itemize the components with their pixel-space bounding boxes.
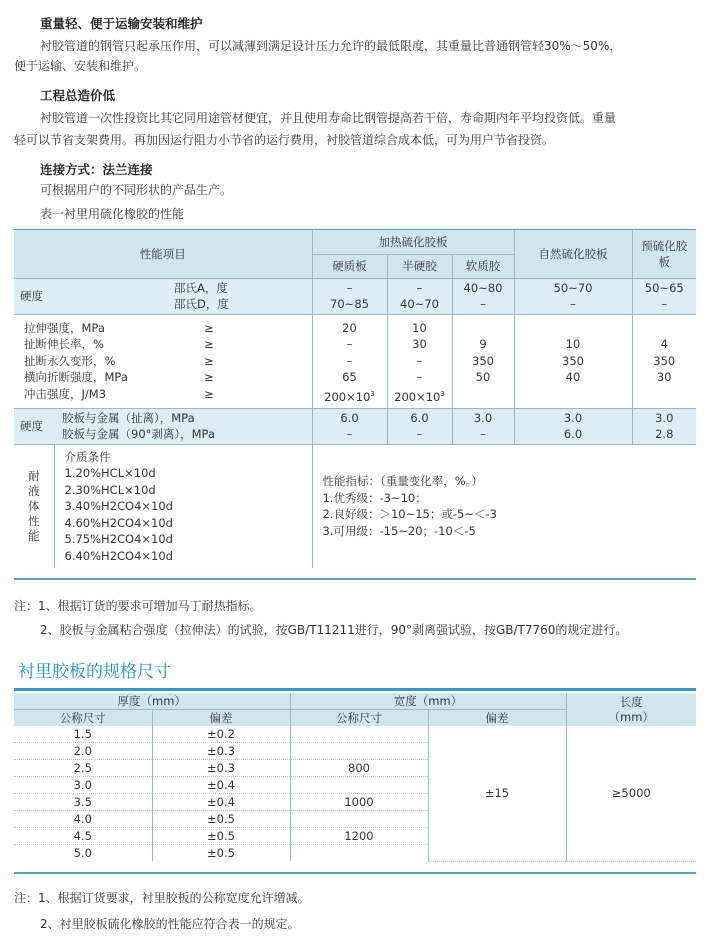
cell-value: 6.0 xyxy=(410,410,429,425)
media-item xyxy=(65,515,308,532)
width-value xyxy=(290,777,428,794)
cell-value: 10 xyxy=(412,320,427,335)
width-deviation: ±15 xyxy=(428,726,566,861)
media-item xyxy=(65,482,308,499)
thickness-deviation: ±0.5 xyxy=(152,828,290,845)
cell-value: – xyxy=(480,297,486,311)
cell-value: 350 xyxy=(562,353,584,368)
thickness-value: 2.0 xyxy=(14,743,152,760)
cell-value: 4 xyxy=(660,337,668,352)
cell-value: – xyxy=(416,370,423,385)
indicator-good: 2.良好级：＞10~15；或-5~＜-3 xyxy=(322,507,497,522)
cell-value: 3.0 xyxy=(655,410,674,425)
ge-symbol: ≥ xyxy=(204,386,214,401)
cell-value: – xyxy=(661,297,668,311)
width-value: 1000 xyxy=(290,794,428,811)
thickness-value: 1.5 xyxy=(14,726,152,743)
cell-value: 200×10 xyxy=(394,389,441,404)
heading-light-weight: 重量轻、便于运输安装和维护 xyxy=(40,16,203,31)
media-item xyxy=(65,498,308,515)
cell-value: 3.0 xyxy=(473,410,493,425)
indicator-excellent: 1.优秀级：-3~10； xyxy=(322,490,427,505)
media-item xyxy=(65,531,308,548)
ge-symbol: ≥ xyxy=(204,320,214,335)
width-value xyxy=(290,743,428,760)
width-value: 800 xyxy=(290,760,428,777)
paragraph-low-cost-1: 衬胶管道一次性投资比其它同用途管材便宜，并且使用寿命比钢管提高若干倍，寿命期内年平均投资低。重量 xyxy=(40,111,617,125)
cell-value: 350 xyxy=(653,353,676,368)
vertical-char: 能 xyxy=(28,528,40,543)
header-soft: 软质胶 xyxy=(452,254,514,278)
paragraph-low-cost-2: 轻可以节省支架费用。再加因运行阻力小节省的运行费用，衬胶管道综合成本低，可为用户节省投资。 xyxy=(14,133,555,147)
width-value xyxy=(290,726,428,743)
media-text: 1.20%HCL×10d xyxy=(64,466,156,480)
mech-impact xyxy=(24,386,308,403)
ge-symbol: ≥ xyxy=(204,337,214,352)
thickness-value: 2.5 xyxy=(14,760,152,777)
heading-connection: 连接方式：法兰连接 xyxy=(40,162,153,177)
cell-value: 3.0 xyxy=(563,410,583,425)
section-title-rule xyxy=(14,688,696,691)
cell-value: 6.0 xyxy=(563,427,583,441)
row-label-liquid-resistance xyxy=(14,444,54,568)
header-thickness-deviation: 偏差 xyxy=(152,710,290,727)
cell-value: 2.8 xyxy=(655,427,674,441)
vertical-char: 体 xyxy=(28,498,40,513)
cell-value: 20 xyxy=(342,320,357,335)
media-item xyxy=(65,465,308,482)
header-hot-vulcanized: 加热硫化胶板 xyxy=(312,230,514,254)
indicator-usable: 3.可用级：-15~20；-10＜-5 xyxy=(322,523,476,538)
cell-value: 65 xyxy=(342,370,357,385)
thickness-value: 4.0 xyxy=(14,811,152,828)
ge-symbol: ≥ xyxy=(204,353,214,368)
mech-permanent-set xyxy=(24,353,308,370)
cell-value: 200×10 xyxy=(324,389,371,404)
thickness-value: 4.5 xyxy=(14,828,152,845)
cell-value: 50~70 xyxy=(553,280,593,295)
cell-value: – xyxy=(416,353,423,368)
header-width-deviation: 偏差 xyxy=(428,710,566,727)
mech-item-label: 拉伸强度，MPa xyxy=(24,320,105,335)
thickness-deviation: ±0.5 xyxy=(152,811,290,828)
table2-bottom-rule xyxy=(14,872,696,874)
cell-value: – xyxy=(346,353,353,368)
cell-value: 40~70 xyxy=(400,297,439,311)
header-hard-board: 硬质板 xyxy=(312,254,387,278)
vertical-char: 性 xyxy=(28,513,40,528)
cell-value: 350 xyxy=(472,353,494,368)
cell-value: 30 xyxy=(656,370,672,385)
mech-item-label: 冲击强度，J/M3 xyxy=(24,386,107,401)
cell-value: – xyxy=(346,280,353,295)
header-semi-hard: 半硬胶 xyxy=(387,254,452,278)
thickness-deviation: ±0.4 xyxy=(152,794,290,811)
media-text: 3.40%H xyxy=(64,499,110,513)
header-pre-vulcanized: 预硫化胶板 xyxy=(632,230,696,278)
header-thickness: 厚度（mm） xyxy=(14,693,290,710)
header-length-unit: （mm） xyxy=(608,709,654,724)
header-length xyxy=(566,693,696,726)
vertical-char: 耐 xyxy=(28,468,40,483)
mech-tensile xyxy=(24,320,308,337)
mech-transverse xyxy=(24,369,308,386)
indicators-title: 性能指标：（重量变化率，%。） xyxy=(322,474,483,489)
cell-value xyxy=(519,320,628,337)
ge-symbol: ≥ xyxy=(204,370,214,385)
note1-line2: 2、胶板与金属粘合强度（拉伸法）的试验，按GB/T11211进行，90°剥离强试验，按GB/T7760的规定进行。 xyxy=(40,623,628,637)
media-text: 5.75%H xyxy=(64,532,110,546)
cell-value: 70~85 xyxy=(330,297,369,311)
media-item xyxy=(65,548,308,565)
header-length-label: 长度 xyxy=(619,694,643,709)
media-text: 2CO4×10d xyxy=(109,515,173,530)
table1-caption: 表一衬里用硫化橡胶的性能 xyxy=(40,207,185,221)
cell-value: 10 xyxy=(565,337,581,352)
thickness-deviation: ±0.5 xyxy=(152,845,290,862)
cell-value: – xyxy=(416,427,423,441)
media-title: 介质条件 xyxy=(64,449,111,464)
cell-value: 50 xyxy=(475,370,491,385)
row-label-bond: 硬度 xyxy=(14,408,54,444)
rubber-properties-table xyxy=(14,230,696,568)
cell-value xyxy=(457,386,510,403)
cell-value: – xyxy=(346,427,353,441)
mech-elongation xyxy=(24,336,308,353)
thickness-deviation: ±0.3 xyxy=(152,760,290,777)
length-value: ≥5000 xyxy=(566,726,696,861)
media-text: 2CO4×10d xyxy=(109,499,173,513)
section-title-lining-sheet-specs: 衬里胶板的规格尺寸 xyxy=(18,662,171,682)
cell-value xyxy=(519,386,628,403)
thickness-deviation: ±0.3 xyxy=(152,743,290,760)
paragraph-light-weight-1: 衬胶管道的钢管只起承压作用，可以减薄到满足设计压力允许的最低限度，其重量比普通钢管轻30%～50%， xyxy=(40,39,622,53)
header-width: 宽度（mm） xyxy=(290,693,566,710)
cell-value: – xyxy=(480,427,486,441)
cell-value: – xyxy=(346,337,353,352)
lining-sheet-spec-table xyxy=(14,693,696,862)
note1-line1: 注：1、根据订货的要求可增加马丁耐热指标。 xyxy=(14,599,262,613)
header-thickness-nominal: 公称尺寸 xyxy=(14,710,152,727)
mech-item-label: 横向折断强度，MPa xyxy=(24,370,128,385)
thickness-deviation: ±0.2 xyxy=(152,726,290,743)
cell-value: 6.0 xyxy=(340,410,359,425)
width-value xyxy=(290,811,428,828)
superscript: 3 xyxy=(440,389,445,398)
superscript: 3 xyxy=(370,389,375,398)
note2-line2: 2、衬里胶板硫化橡胶的性能应符合表一的规定。 xyxy=(40,917,300,931)
paragraph-custom-shapes: 可根据用户的不同形状的产品生产。 xyxy=(40,183,233,197)
vertical-char: 液 xyxy=(28,483,40,498)
table-row xyxy=(14,726,696,743)
cell-value: 40 xyxy=(565,370,581,385)
media-text: 2.30%HCL×10d xyxy=(64,482,156,497)
header-natural-vulcanized: 自然硫化胶板 xyxy=(514,230,632,278)
thickness-value: 5.0 xyxy=(73,846,92,860)
mech-item-label: 扯断永久变形，% xyxy=(24,353,116,368)
header-width-nominal: 公称尺寸 xyxy=(290,710,428,727)
width-value xyxy=(290,845,428,862)
cell-value xyxy=(457,320,510,337)
bond-pull: 胶板与金属（扯离），MPa xyxy=(62,410,195,425)
cell-value: – xyxy=(416,280,423,295)
mech-item-label: 扯断伸长率，% xyxy=(24,337,104,352)
row-label-hardness: 硬度 xyxy=(14,278,54,314)
cell-value: 9 xyxy=(479,337,487,352)
cell-value: 30 xyxy=(412,337,427,352)
width-value: 1200 xyxy=(290,828,428,845)
cell-value xyxy=(637,320,693,337)
cell-value: – xyxy=(570,297,576,311)
cell-value xyxy=(637,386,693,403)
table1-bottom-rule xyxy=(14,578,696,580)
media-text: 2CO4×10d xyxy=(109,548,173,563)
cell-value: 50~65 xyxy=(644,280,684,295)
thickness-value: 3.5 xyxy=(14,794,152,811)
cell-value: 40~80 xyxy=(463,280,503,295)
hardness-shore-d: 邵氏D，度 xyxy=(174,297,229,311)
hardness-shore-a: 邵氏A，度 xyxy=(174,280,228,295)
header-item: 性能项目 xyxy=(14,230,312,278)
media-text: 4.60%H xyxy=(64,515,110,530)
note2-line1: 注：1、根据订货要求，衬里胶板的公称宽度允许增减。 xyxy=(14,891,310,905)
paragraph-light-weight-2: 便于运输、安装和维护。 xyxy=(14,59,147,73)
media-text: 6.40%H xyxy=(64,548,110,563)
media-text: 2CO4×10d xyxy=(109,532,173,546)
bond-peel: 胶板与金属（90°剥离），MPa xyxy=(62,427,216,441)
heading-low-cost: 工程总造价低 xyxy=(40,88,116,103)
thickness-value: 3.0 xyxy=(14,777,152,794)
thickness-deviation: ±0.4 xyxy=(152,777,290,794)
